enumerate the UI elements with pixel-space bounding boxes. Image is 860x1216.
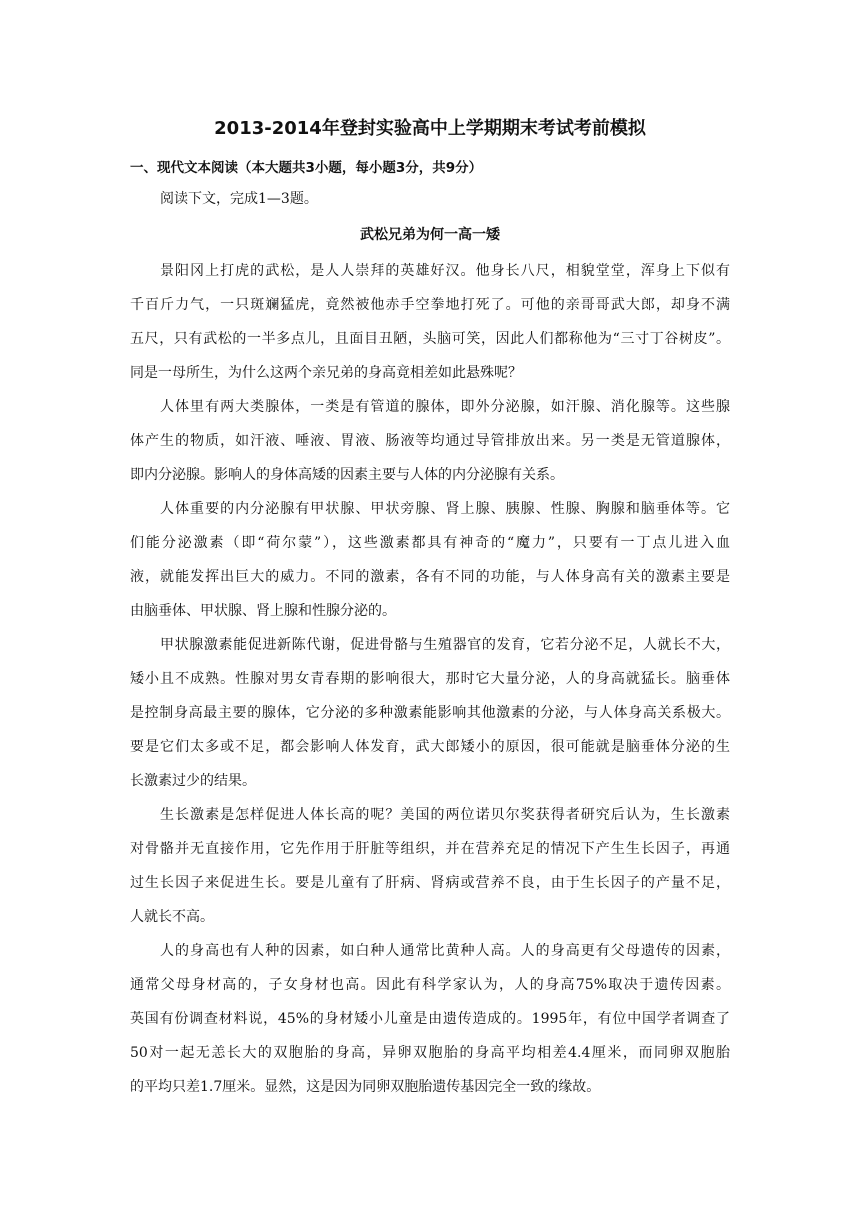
paragraph-line: 景阳冈上打虎的武松，是人人崇拜的英雄好汉。他身长八尺，相貌堂堂，浑身上下似有 bbox=[160, 263, 730, 279]
paragraph-line: 人体重要的内分泌腺有甲状腺、甲状旁腺、肾上腺、胰腺、性腺、胸腺和脑垂体等。它 bbox=[160, 501, 730, 517]
paragraph-line: 同是一母所生，为什么这两个亲兄弟的身高竟相差如此悬殊呢？ bbox=[130, 365, 522, 381]
exam-title: 2013-2014年登封实验高中上学期期末考试考前模拟 bbox=[214, 118, 646, 139]
paragraph-line: 过生长因子来促进生长。要是儿童有了肝病、肾病或营养不良，由于生长因子的产量不足， bbox=[130, 875, 730, 891]
paragraph-line: 长激素过少的结果。 bbox=[130, 773, 256, 789]
article-paragraph bbox=[130, 390, 730, 492]
paragraph-line: 矮小且不成熟。性腺对男女青春期的影响很大，那时它大量分泌，人的身高就猛长。脑垂体 bbox=[130, 671, 730, 687]
paragraph-line: 液，就能发挥出巨大的威力。不同的激素，各有不同的功能，与人体身高有关的激素主要是 bbox=[130, 569, 730, 585]
paragraph-line: 生长激素是怎样促进人体长高的呢？美国的两位诺贝尔奖获得者研究后认为，生长激素 bbox=[160, 807, 730, 823]
paragraph-line: 人的身高也有人种的因素，如白种人通常比黄种人高。人的身高更有父母遗传的因素， bbox=[160, 943, 730, 959]
article-paragraph bbox=[130, 254, 730, 390]
article-paragraph bbox=[130, 798, 730, 934]
paragraph-line: 即内分泌腺。影响人的身体高矮的因素主要与人体的内分泌腺有关系。 bbox=[130, 467, 564, 483]
paragraph-line: 通常父母身材高的，子女身材也高。因此有科学家认为，人的身高75%取决于遗传因素。 bbox=[130, 977, 730, 993]
paragraph-line: 五尺，只有武松的一半多点儿，且面目丑陋，头脑可笑，因此人们都称他为“三寸丁谷树皮”。 bbox=[130, 331, 730, 347]
article-paragraph bbox=[130, 628, 730, 798]
paragraph-line: 是控制身高最主要的腺体，它分泌的多种激素能影响其他激素的分泌，与人体身高关系极大。 bbox=[130, 705, 730, 721]
article-body bbox=[130, 254, 730, 1104]
paragraph-line: 人就长不高。 bbox=[130, 909, 214, 925]
paragraph-line: 由脑垂体、甲状腺、肾上腺和性腺分泌的。 bbox=[130, 603, 396, 619]
paragraph-line: 的平均只差1.7厘米。显然，这是因为同卵双胞胎遗传基因完全一致的缘故。 bbox=[130, 1079, 601, 1095]
paragraph-line: 英国有份调查材料说，45%的身材矮小儿童是由遗传造成的。1995年，有位中国学者调查了 bbox=[130, 1011, 730, 1027]
article-title: 武松兄弟为何一高一矮 bbox=[360, 227, 500, 243]
paragraph-line: 甲状腺激素能促进新陈代谢，促进骨骼与生殖器官的发育，它若分泌不足，人就长不大， bbox=[160, 637, 730, 653]
paragraph-line: 50对一起无恙长大的双胞胎的身高，异卵双胞胎的身高平均相差4.4厘米，而同卵双胞胎 bbox=[130, 1045, 730, 1061]
paragraph-line: 们能分泌激素（即“荷尔蒙”），这些激素都具有神奇的“魔力”，只要有一丁点儿进入血 bbox=[130, 535, 730, 551]
paragraph-line: 要是它们太多或不足，都会影响人体发育，武大郎矮小的原因，很可能就是脑垂体分泌的生 bbox=[130, 739, 730, 755]
article-paragraph bbox=[130, 492, 730, 628]
paragraph-line: 千百斤力气，一只斑斓猛虎，竟然被他赤手空拳地打死了。可他的亲哥哥武大郎，却身不满 bbox=[130, 297, 730, 313]
paragraph-line: 体产生的物质，如汗液、唾液、胃液、肠液等均通过导管排放出来。另一类是无管道腺体， bbox=[130, 433, 730, 449]
section-heading: 一、现代文本阅读（本大题共3小题，每小题3分，共9分） bbox=[130, 160, 483, 176]
article-paragraph bbox=[130, 934, 730, 1104]
paragraph-line: 对骨骼并无直接作用，它先作用于肝脏等组织，并在营养充足的情况下产生生长因子，再通 bbox=[130, 841, 730, 857]
reading-instruction: 阅读下文，完成1—3题。 bbox=[160, 191, 318, 207]
paragraph-line: 人体里有两大类腺体，一类是有管道的腺体，即外分泌腺，如汗腺、消化腺等。这些腺 bbox=[160, 399, 730, 415]
